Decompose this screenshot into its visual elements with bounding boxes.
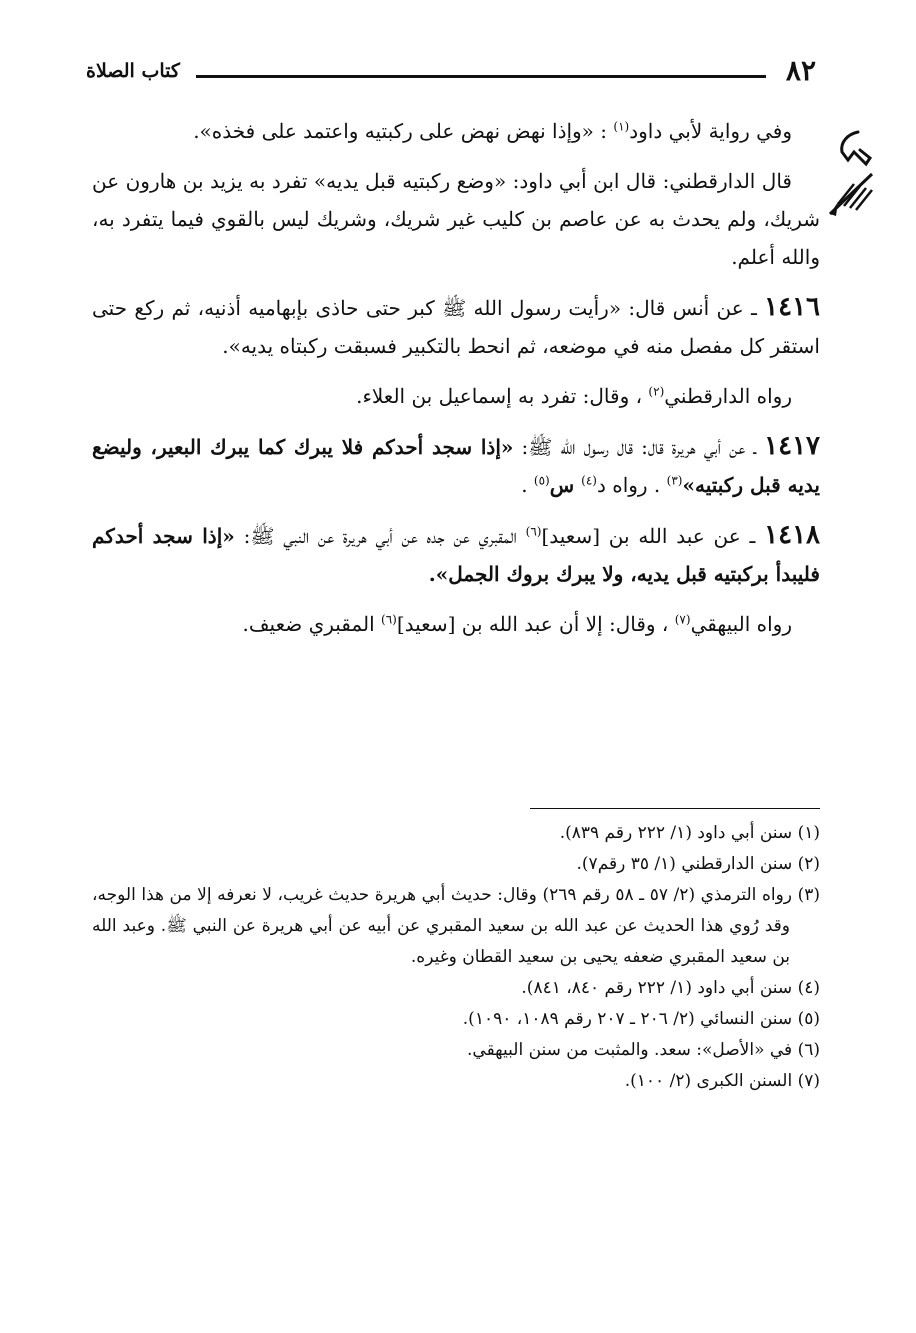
margin-ornament-icon	[818, 122, 888, 222]
hadith-1418-source	[92, 605, 820, 643]
text-run: وفي رواية لأبي داود	[629, 119, 792, 143]
footnote-ref: (٥)	[533, 473, 550, 488]
footnote-ref: (٣)	[666, 473, 683, 488]
footnote-3: (٣) رواه الترمذي (٢/ ٥٧ ـ ٥٨ رقم ٢٦٩) وقال: حديث أبي هريرة حديث غريب، لا نعرفه إلا من هذا الوجه، وقد رُوي هذا الحديث عن عبد الله بن سعيد المقبري عن أبيه عن أبي هريرة عن النبي ﷺ. وعبد الله بن سعيد المقبري ضعفه يحيى بن سعيد القطان وغيره.	[92, 885, 820, 967]
hadith-number: ١٤١٨	[764, 520, 820, 550]
footnote-7: (٧) السنن الكبرى (٢/ ١٠٠).	[624, 1071, 820, 1091]
text-run: ، وقال: تفرد به إسماعيل بن العلاء.	[356, 384, 649, 408]
hadith-quote: «إذا سجد أحدكم فليبدأ بركبتيه قبل يديه، ولا يبرك بروك الجمل».	[92, 524, 820, 586]
text-run: ـ عن عبد الله بن [سعيد]	[541, 524, 765, 548]
running-header	[86, 55, 816, 95]
text-run: .	[521, 473, 534, 497]
paragraph-abu-dawud-narration	[92, 112, 820, 150]
paragraph-daraqutni-comment: قال الدارقطني: قال ابن أبي داود: «وضع ركبتيه قبل يديه» تفرد به يزيد بن هارون عن شريك، ولم يحدث به عن عاصم بن كليب غير شريك، وشريك ليس بالقوي فيما يتفرد به، والله أعلم.	[92, 169, 820, 269]
text-run: رواه البيهقي	[690, 612, 792, 636]
footnote-ref: (٧)	[674, 612, 691, 627]
footnote-2: (٢) سنن الدارقطني (١/ ٣٥ رقم٧).	[576, 854, 820, 874]
footnotes	[92, 818, 820, 1097]
footnote-1: (١) سنن أبي داود (١/ ٢٢٢ رقم ٨٣٩).	[559, 823, 820, 843]
book-title: كتاب الصلاة	[86, 60, 180, 82]
hadith-number: ١٤١٧	[764, 431, 821, 461]
text-run: س	[549, 473, 582, 497]
footnote-ref: (٢)	[648, 384, 665, 399]
page-number: ٨٢	[785, 54, 816, 87]
footnote-5: (٥) سنن النسائي (٢/ ٢٠٦ ـ ٢٠٧ رقم ١٠٨٩، ١٠٩٠).	[462, 1009, 820, 1029]
text-run: . رواه د	[596, 473, 667, 497]
text-run: ـ عن أبي هريرة قال: قال رسول الله ﷺ:	[513, 435, 765, 459]
hadith-1416-source	[92, 377, 820, 415]
footnote-ref: (١)	[613, 119, 630, 134]
text-run: المقبري ضعيف.	[242, 612, 381, 636]
text-run: رواه الدارقطني	[664, 384, 792, 408]
footnote-ref: (٦)	[381, 612, 397, 627]
main-text	[92, 112, 820, 655]
hadith-1418	[92, 516, 820, 593]
footnote-ref: (٤)	[581, 473, 597, 488]
hadith-1416	[92, 288, 820, 365]
footnote-6: (٦) في «الأصل»: سعد. والمثبت من سنن البيهقي.	[467, 1040, 820, 1060]
text-run: المقبري عن جده عن أبي هريرة عن النبي ﷺ:	[234, 524, 526, 548]
footnote-separator	[530, 808, 820, 809]
text-run: : «وإذا نهض نهض على ركبتيه واعتمد على فخذه».	[193, 119, 614, 143]
hadith-1417	[92, 427, 820, 504]
footnote-ref: (٦)	[525, 524, 542, 539]
hadith-number: ١٤١٦	[764, 292, 820, 322]
footnote-4: (٤) سنن أبي داود (١/ ٢٢٢ رقم ٨٤٠، ٨٤١).	[521, 978, 820, 998]
hadith-quote: «إذا سجد أحدكم فلا يبرك كما يبرك البعير، وليضع يديه قبل ركبتيه»	[92, 435, 820, 497]
header-rule	[196, 75, 766, 78]
text-run: ـ عن أنس قال: «رأيت رسول الله ﷺ كبر حتى حاذى بإبهاميه أذنيه، ثم ركع حتى استقر كل مفصل منه في موضعه، ثم انحط بالتكبير فسبقت ركبتاه يديه».	[92, 296, 820, 358]
text-run: ، وقال: إلا أن عبد الله بن [سعيد]	[396, 612, 675, 636]
